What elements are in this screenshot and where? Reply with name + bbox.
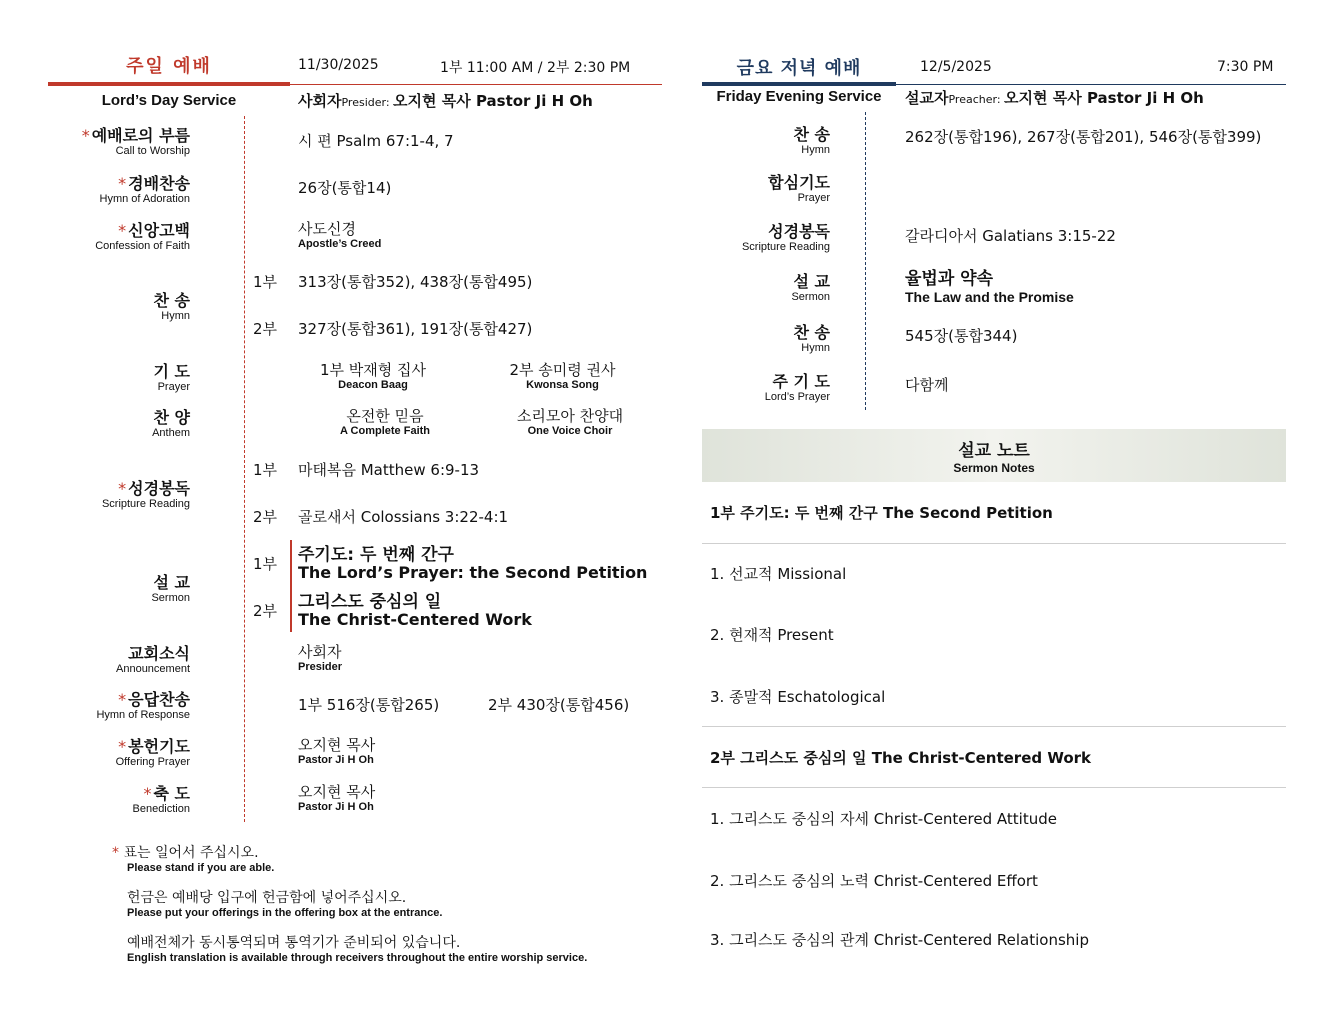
label-prayer: 기 도 Prayer [153,362,190,393]
right-divider [865,112,866,410]
notes-rule [702,543,1286,544]
friday-label-lords-prayer: 주 기 도 Lord’s Prayer [764,372,830,403]
sunday-date: 11/30/2025 [298,57,379,73]
friday-service-title: 금요 저녁 예배 [736,58,862,79]
friday-label-hymn2: 찬 송 Hymn [793,323,830,354]
sunday-service-title: 주일 예배 [126,56,212,77]
response-part1: 1부 516장(통합265) [298,696,440,714]
notes-rule [702,787,1286,788]
sermon-part2-label: 2부 [253,602,278,620]
label-confession-of-faith: * 신앙고백 Confession of Faith [95,221,190,252]
label-hymn: 찬 송 Hymn [153,291,190,322]
benediction-value: 오지현 목사 Pastor Ji H Oh [298,783,376,813]
friday-label-sermon: 설 교 Sermon [791,272,830,303]
confession-value: 사도신경 Apostle’s Creed [298,220,382,250]
notes-item: 2. 그리스도 중심의 노력 Christ-Centered Effort [710,872,1038,890]
prayer-part1: 1부 박재형 집사 Deacon Baag [319,361,427,391]
friday-time: 7:30 PM [1217,59,1274,75]
friday-label-hymn1: 찬 송 Hymn [793,125,830,156]
scripture-part2-value: 골로새서 Colossians 3:22-4:1 [298,508,509,526]
label-hymn-of-adoration: * 경배찬송 Hymn of Adoration [99,174,190,205]
left-divider [244,116,245,822]
friday-date: 12/5/2025 [920,59,992,75]
announcement-value: 사회자 Presider [298,643,343,673]
friday-header-rule [896,84,1286,85]
friday-lords-prayer-value: 다함께 [905,376,949,394]
sermon1-title-en: The Lord’s Prayer: the Second Petition [298,563,648,582]
label-offering-prayer: * 봉헌기도 Offering Prayer [115,737,190,768]
sunday-title-underline [48,82,290,86]
friday-label-prayer: 합심기도 Prayer [768,173,830,204]
hymn-part1-value: 313장(통합352), 438장(통합495) [298,273,533,291]
sunday-subtitle: Lord’s Day Service [101,92,237,109]
friday-sermon-title: 율법과 약속 The Law and the Promise [905,269,1074,305]
note-translation: 예배전체가 동시통역되며 통역기가 준비되어 있습니다. English translation is available through receivers throughout the entire worship service. [127,935,588,964]
notes-heading-part1: 1부 주기도: 두 번째 간구 The Second Petition [710,504,1053,522]
notes-item: 1. 그리스도 중심의 자세 Christ-Centered Attitude [710,810,1057,828]
friday-subtitle: Friday Evening Service [716,88,882,105]
friday-label-scripture: 성경봉독 Scripture Reading [741,222,830,253]
friday-hymn1-value: 262장(통합196), 267장(통합201), 546장(통합399) [905,128,1262,146]
label-call-to-worship: * 예배로의 부름 Call to Worship [81,126,190,157]
label-anthem: 찬 양 Anthem [152,408,190,439]
friday-title-underline [702,82,896,86]
sermon2-title-ko: 그리스도 중심의 일 [298,592,442,612]
response-part2: 2부 430장(통합456) [488,696,630,714]
preacher-line: 설교자Preacher: 오지현 목사 Pastor Ji H Oh [905,89,1204,107]
presider-line: 사회자Presider: 오지현 목사 Pastor Ji H Oh [298,92,593,110]
offering-value: 오지현 목사 Pastor Ji H Oh [298,736,376,766]
label-benediction: * 축 도 Benediction [132,784,190,815]
scripture-part1-label: 1부 [253,461,278,479]
call-to-worship-value: 시 편 Psalm 67:1-4, 7 [298,132,454,150]
notes-item: 3. 그리스도 중심의 관계 Christ-Centered Relationship [710,931,1089,949]
friday-scripture-value: 갈라디아서 Galatians 3:15-22 [905,227,1116,245]
notes-item: 2. 현재적 Present [710,626,834,644]
note-stand: * 표는 일어서 주십시오. Please stand if you are able. [112,845,275,874]
note-offering: 헌금은 예배당 입구에 헌금함에 넣어주십시오. Please put your offerings in the offering box at the entrance. [127,890,443,919]
sermon2-title-en: The Christ-Centered Work [298,610,532,629]
sermon1-title-ko: 주기도: 두 번째 간구 [298,545,454,565]
sermon-notes-header: 설교 노트 Sermon Notes [702,429,1286,482]
label-announcement: 교회소식 Announcement [116,644,190,675]
label-sermon: 설 교 Sermon [151,573,190,604]
scripture-part2-label: 2부 [253,508,278,526]
anthem-title: 온전한 믿음 A Complete Faith [339,407,431,437]
hymn-part1-label: 1부 [253,273,278,291]
anthem-choir: 소리모아 찬양대 One Voice Choir [516,407,624,437]
notes-rule [702,726,1286,727]
scripture-part1-value: 마태복음 Matthew 6:9-13 [298,461,480,479]
sunday-header-rule [290,84,662,85]
label-hymn-of-response: * 응답찬송 Hymn of Response [96,690,190,721]
adoration-value: 26장(통합14) [298,179,392,197]
label-scripture-reading: * 성경봉독 Scripture Reading [101,479,190,510]
friday-hymn2-value: 545장(통합344) [905,327,1018,345]
hymn-part2-label: 2부 [253,320,278,338]
sermon-part1-label: 1부 [253,555,278,573]
notes-item: 1. 선교적 Missional [710,565,847,583]
notes-item: 3. 종말적 Eschatological [710,688,886,706]
sermon-accent-line [290,540,292,632]
sunday-times: 1부 11:00 AM / 2부 2:30 PM [440,60,631,76]
hymn-part2-value: 327장(통합361), 191장(통합427) [298,320,533,338]
prayer-part2: 2부 송미령 권사 Kwonsa Song [509,361,616,391]
notes-heading-part2: 2부 그리스도 중심의 일 The Christ-Centered Work [710,749,1092,767]
